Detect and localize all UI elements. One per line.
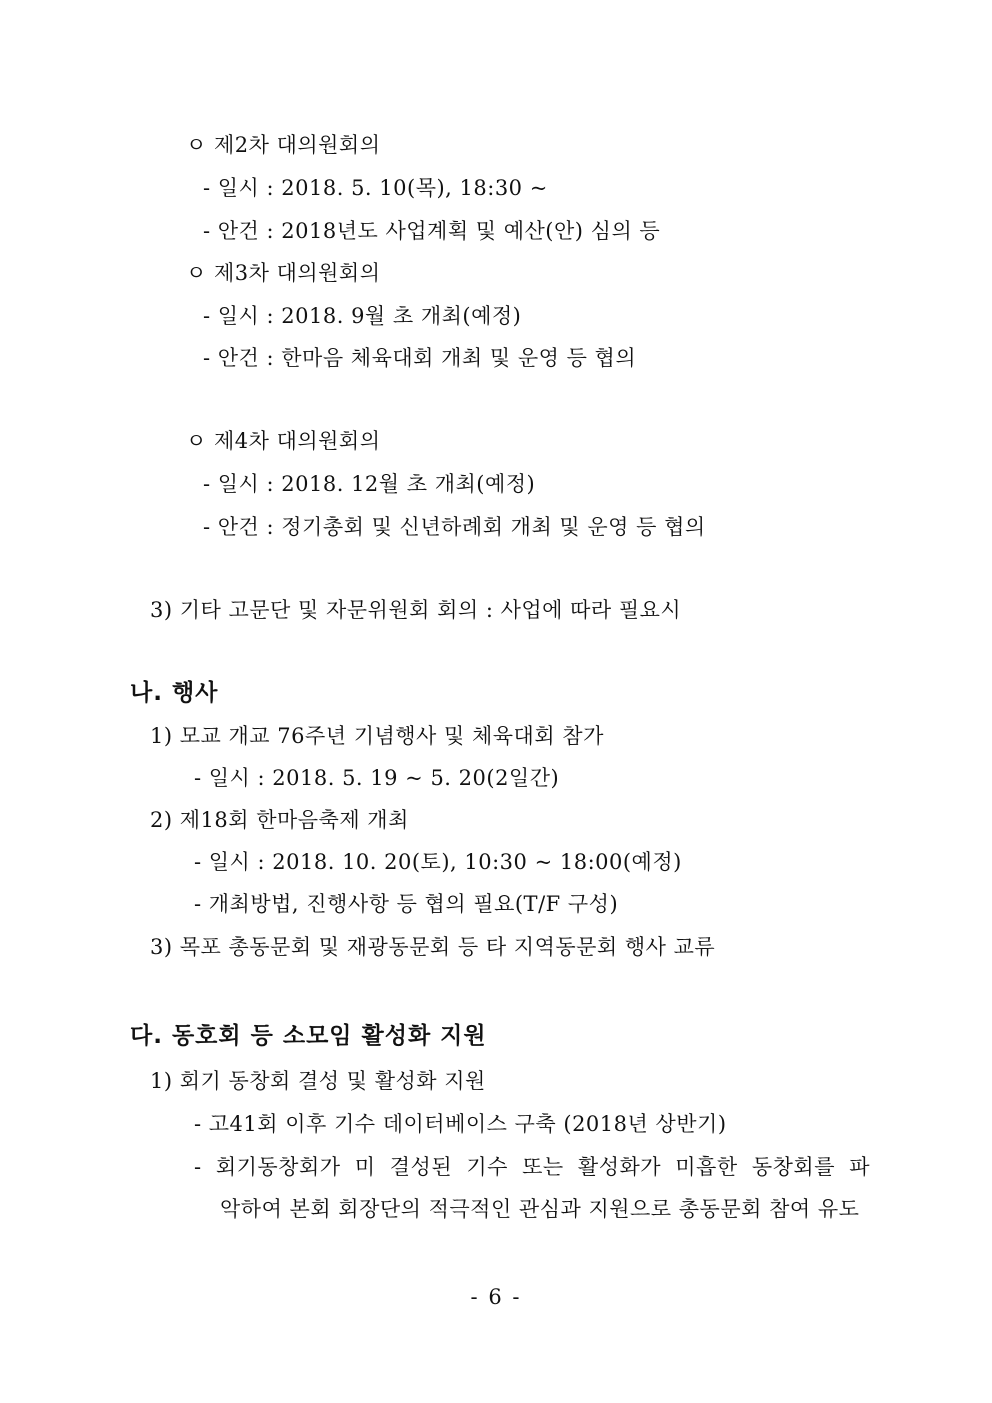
meeting-3-title: ㅇ 제3차 대의원회의 <box>186 261 381 285</box>
event-1-date: - 일시 : 2018. 5. 19 ~ 5. 20(2일간) <box>194 766 560 790</box>
meeting-2-date: - 일시 : 2018. 5. 10(목), 18:30 ~ <box>203 176 548 200</box>
events-heading: 나. 행사 <box>130 680 219 706</box>
event-1-title: 1) 모교 개교 76주년 기념행사 및 체육대회 참가 <box>150 724 604 748</box>
event-2-note: - 개최방법, 진행사항 등 협의 필요(T/F 구성) <box>194 892 619 916</box>
meeting-2-title: ㅇ 제2차 대의원회의 <box>186 133 381 157</box>
event-2-date: - 일시 : 2018. 10. 20(토), 10:30 ~ 18:00(예정) <box>194 850 682 874</box>
clubs-heading: 다. 동호회 등 소모임 활성화 지원 <box>130 1023 487 1049</box>
meeting-3-agenda: - 안건 : 한마음 체육대회 개최 및 운영 등 협의 <box>203 346 637 370</box>
event-3: 3) 목포 총동문회 및 재광동문회 등 타 지역동문회 행사 교류 <box>150 935 716 959</box>
club-1-title: 1) 회기 동창회 결성 및 활성화 지원 <box>150 1069 486 1093</box>
meeting-4-title: ㅇ 제4차 대의원회의 <box>186 429 381 453</box>
meeting-3-date: - 일시 : 2018. 9월 초 개최(예정) <box>203 304 522 328</box>
club-1-bullet-1: - 고41회 이후 기수 데이터베이스 구축 (2018년 상반기) <box>194 1112 727 1136</box>
page-number: - 6 - <box>470 1285 522 1309</box>
other-meetings: 3) 기타 고문단 및 자문위원회 회의 : 사업에 따라 필요시 <box>150 598 682 622</box>
club-1-bullet-2-line-1: - 회기동창회가 미 결성된 기수 또는 활성화가 미흡한 동창회를 파 <box>194 1155 870 1179</box>
event-2-title: 2) 제18회 한마음축제 개최 <box>150 808 409 832</box>
meeting-4-agenda: - 안건 : 정기총회 및 신년하례회 개최 및 운영 등 협의 <box>203 515 706 539</box>
meeting-2-agenda: - 안건 : 2018년도 사업계획 및 예산(안) 심의 등 <box>203 219 661 243</box>
club-1-bullet-2-line-2: 악하여 본회 회장단의 적극적인 관심과 지원으로 총동문회 참여 유도 <box>220 1197 860 1221</box>
meeting-4-date: - 일시 : 2018. 12월 초 개최(예정) <box>203 472 536 496</box>
